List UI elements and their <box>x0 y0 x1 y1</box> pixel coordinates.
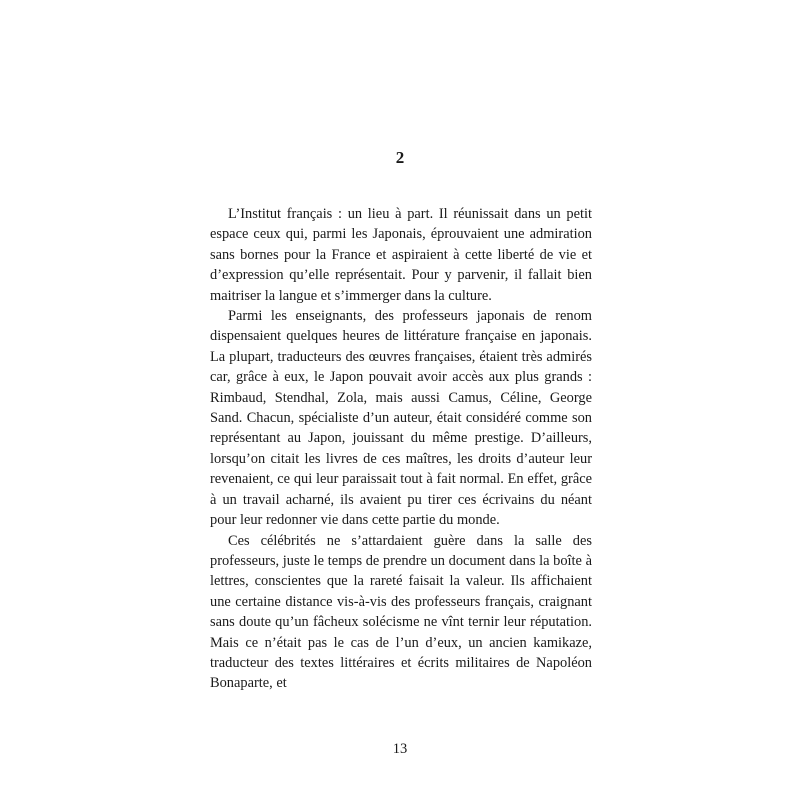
paragraph-3: Ces célébrités ne s’attardaient guère dans la salle des professeurs, juste le temps de prendre un document dans la boîte à lettres, conscientes que la rareté faisait la valeur. Ils affichaient une certaine distance vis-à-vis des professeurs français, craignant sans doute qu’un fâcheux solécisme ne vînt ternir leur réputation. Mais ce n’était pas le cas de l’un d’eux, un ancien kamikaze, traducteur des textes littéraires et écrits militaires de Napoléon Bonaparte, et <box>210 532 592 692</box>
body-text <box>210 204 592 694</box>
chapter-number: 2 <box>395 148 405 167</box>
paragraph-1: L’Institut français : un lieu à part. Il réunissait dans un petit espace ceux qui, parmi les Japonais, éprouvaient une admiration sans bornes pour la France et aspiraient à cette liberté de vie et d’expression qu’elle représentait. Pour y parvenir, il fallait bien maitriser la langue et s’immerger dans la culture. <box>210 206 592 304</box>
paragraph-2: Parmi les enseignants, des professeurs japonais de renom dispensaient quelques heures de littérature française en japonais. La plupart, traducteurs des œuvres françaises, étaient très admirés car, grâce à eux, le Japon pouvait avoir accès aux plus grands : Rimbaud, Stendhal, Zola, mais aussi Camus, Céline, George Sand. Chacun, spécialiste d’un auteur, était considéré comme son représentant au Japon, jouissant du même prestige. D’ailleurs, lorsqu’on citait les livres de ces maîtres, les droits d’auteur leur revenaient, ce qui leur paraissait tout à fait normal. En effet, grâce à un travail acharné, ils avaient pu tirer ces écrivains du néant pour leur redonner vie dans cette partie du monde. <box>210 308 592 529</box>
page-number: 13 <box>392 741 408 757</box>
